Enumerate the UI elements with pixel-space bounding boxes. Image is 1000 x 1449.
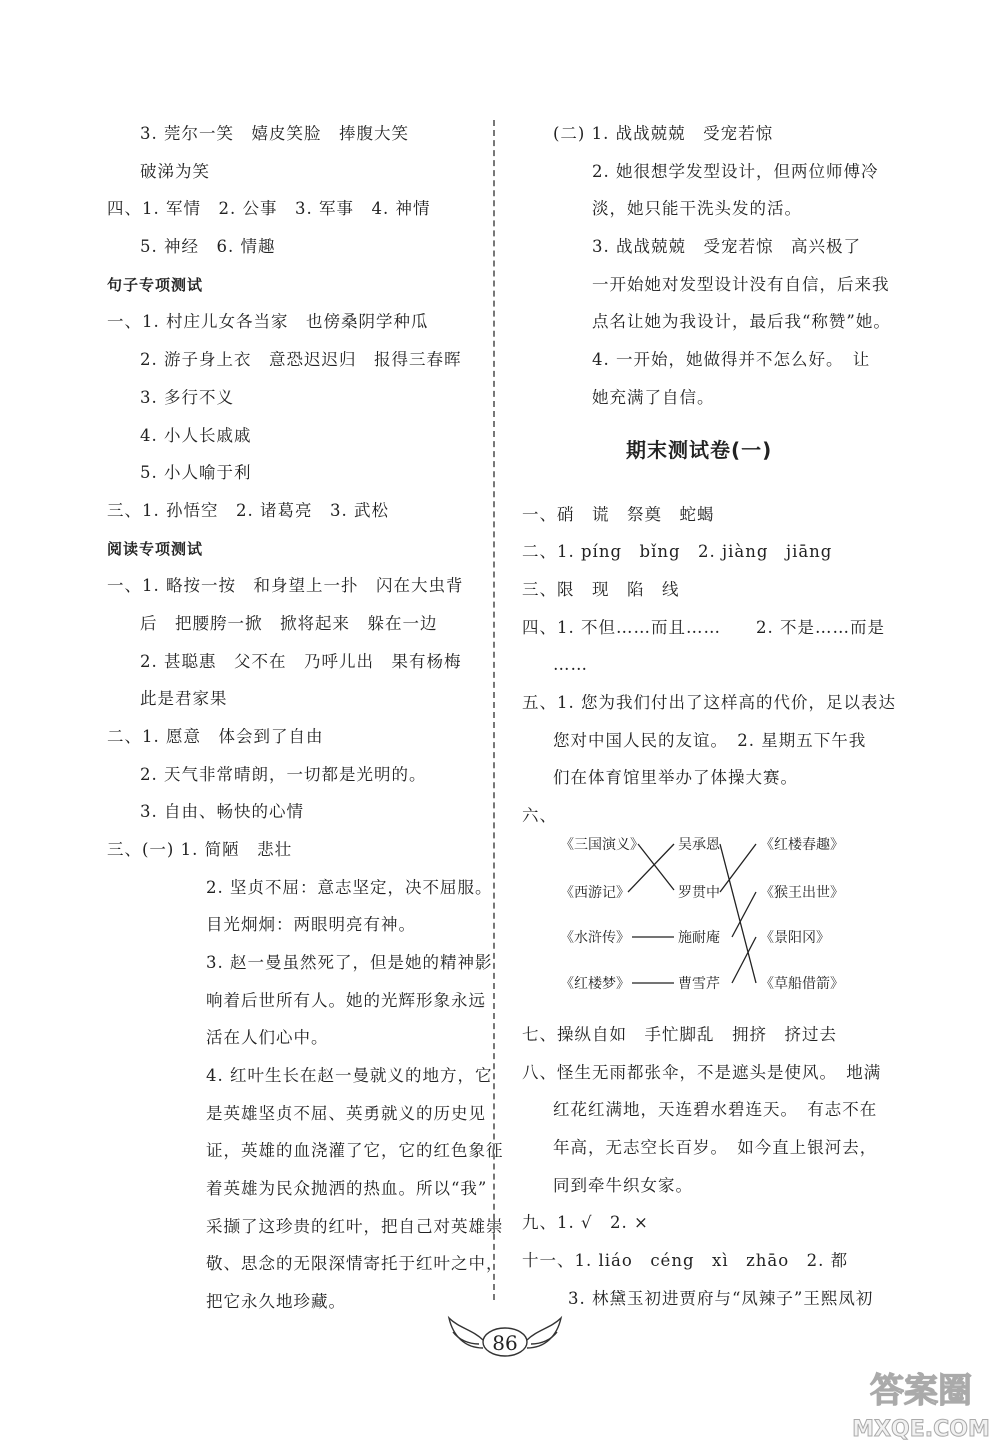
section-heading: 句子专项测试 xyxy=(107,276,204,294)
text-line: 四、1. 不但……而且…… 2. 不是……而是 xyxy=(522,618,885,637)
text-line: 响着后世所有人。她的光辉形象永远 xyxy=(206,991,486,1010)
book-left-1: 《三国演义》 xyxy=(560,837,644,853)
book-left-4: 《红楼梦》 xyxy=(560,976,630,992)
text-line: 证，英雄的血浇灌了它，它的红色象征 xyxy=(206,1141,504,1160)
text-line: 5. 神经 6. 情趣 xyxy=(140,237,276,256)
text-line: 三、1. 孙悟空 2. 诸葛亮 3. 武松 xyxy=(107,501,389,520)
text-line: 4. 红叶生长在赵一曼就义的地方，它 xyxy=(206,1066,493,1085)
text-line: 2. 坚贞不屈：意志坚定，决不屈服。 xyxy=(206,878,493,897)
text-line: 六、 xyxy=(522,806,557,825)
match-line xyxy=(720,844,756,892)
text-line: 采撷了这珍贵的红叶，把自己对英雄崇 xyxy=(206,1217,504,1236)
text-line: 3. 战战兢兢 受宠若惊 高兴极了 xyxy=(592,237,861,256)
text-line: 淡，她只能干洗头发的活。 xyxy=(592,199,802,218)
text-line: …… xyxy=(553,655,588,674)
author-3: 施耐庵 xyxy=(678,930,720,946)
text-line: 3. 莞尔一笑 嬉皮笑脸 捧腹大笑 xyxy=(140,124,409,143)
text-line: 2. 游子身上衣 意恐迟迟归 报得三春晖 xyxy=(140,350,462,369)
watermark-url: MXQE.COM xyxy=(852,1417,990,1442)
exam-title: 期末测试卷(一) xyxy=(626,438,773,462)
matching-diagram xyxy=(560,822,900,1012)
page-number: 86 xyxy=(492,1331,518,1355)
text-line: 2. 甚聪惠 父不在 乃呼儿出 果有杨梅 xyxy=(140,652,462,671)
author-1: 吴承恩 xyxy=(678,837,720,853)
text-line: 3. 多行不义 xyxy=(140,388,234,407)
story-3: 《景阳冈》 xyxy=(760,930,830,946)
text-line: 3. 林黛玉初进贾府与“凤辣子”王熙凤初 xyxy=(568,1289,874,1308)
match-line xyxy=(732,937,756,983)
text-line: 敬、思念的无限深情寄托于红叶之中， xyxy=(206,1254,504,1273)
text-line: 3. 自由、畅快的心情 xyxy=(140,802,304,821)
text-line: 四、1. 军情 2. 公事 3. 军事 4. 神情 xyxy=(107,199,431,218)
text-line: 五、1. 您为我们付出了这样高的代价，足以表达 xyxy=(522,693,896,712)
text-line: 九、1. √ 2. × xyxy=(522,1213,649,1232)
text-line: 4. 小人长戚戚 xyxy=(140,426,252,445)
text-line: 八、怪生无雨都张伞，不是遮头是使风。 地满 xyxy=(522,1063,882,1082)
text-line: 是英雄坚贞不屈、英勇就义的历史见 xyxy=(206,1104,486,1123)
text-line: 4. 一开始，她做得并不怎么好。 让 xyxy=(592,350,871,369)
text-line: 一、1. 略按一按 和身望上一扑 闪在大虫背 xyxy=(107,576,464,595)
text-line: 着英雄为民众抛洒的热血。所以“我” xyxy=(206,1179,488,1198)
text-line: 三、限 现 陷 线 xyxy=(522,580,680,599)
text-line: 同到牵牛织女家。 xyxy=(553,1176,693,1195)
section-heading: 阅读专项测试 xyxy=(107,540,204,558)
page-number-badge xyxy=(445,1300,565,1364)
text-line: 5. 小人喻于利 xyxy=(140,463,252,482)
text-line: 点名让她为我设计，最后我“称赞”她。 xyxy=(592,312,891,331)
column-divider xyxy=(493,120,495,1300)
story-1: 《红楼春趣》 xyxy=(760,837,844,853)
text-line: 二、1. píng bǐng 2. jiàng jiāng xyxy=(522,542,833,561)
text-line: 把它永久地珍藏。 xyxy=(206,1292,346,1311)
text-line: 后 把腰胯一掀 掀将起来 躲在一边 xyxy=(140,614,438,633)
text-line: 活在人们心中。 xyxy=(206,1028,329,1047)
text-line: 目光炯炯：两眼明亮有神。 xyxy=(206,915,416,934)
text-line: 年高，无志空长百岁。 如今直上银河去， xyxy=(553,1138,878,1157)
text-line: 七、操纵自如 手忙脚乱 拥挤 挤过去 xyxy=(522,1025,837,1044)
match-line xyxy=(638,844,674,890)
book-left-2: 《西游记》 xyxy=(560,885,630,901)
text-line: 一开始她对发型设计没有自信，后来我 xyxy=(592,275,890,294)
text-line: 一、1. 村庄儿女各当家 也傍桑阴学种瓜 xyxy=(107,312,429,331)
book-left-3: 《水浒传》 xyxy=(560,930,630,946)
text-line: 2. 天气非常晴朗，一切都是光明的。 xyxy=(140,765,427,784)
author-4: 曹雪芹 xyxy=(678,976,720,992)
match-line xyxy=(720,844,756,983)
story-2: 《猴王出世》 xyxy=(760,885,844,901)
text-line: 她充满了自信。 xyxy=(592,388,715,407)
author-2: 罗贯中 xyxy=(678,885,720,901)
text-line: 们在体育馆里举办了体操大赛。 xyxy=(553,768,798,787)
text-line: 红花红满地，天连碧水碧连天。 有志不在 xyxy=(553,1100,878,1119)
text-line: 二、1. 愿意 体会到了自由 xyxy=(107,727,324,746)
text-line: 此是君家果 xyxy=(140,689,228,708)
watermark-text: 答案圈 xyxy=(870,1371,972,1411)
text-line: 破涕为笑 xyxy=(140,162,210,181)
story-4: 《草船借箭》 xyxy=(760,976,844,992)
text-line: (二) 1. 战战兢兢 受宠若惊 xyxy=(553,124,774,143)
match-line xyxy=(732,892,756,937)
text-line: 您对中国人民的友谊。 2. 星期五下午我 xyxy=(553,731,867,750)
watermark-logo xyxy=(846,1360,996,1445)
text-line: 2. 她很想学发型设计，但两位师傅冷 xyxy=(592,162,879,181)
text-line: 3. 赵一曼虽然死了，但是她的精神影 xyxy=(206,953,493,972)
text-line: 一、硝 谎 祭奠 蛇蝎 xyxy=(522,505,715,524)
text-line: 三、(一) 1. 简陋 悲壮 xyxy=(107,840,293,859)
text-line: 十一、1. liáo céng xì zhāo 2. 都 xyxy=(522,1251,849,1270)
